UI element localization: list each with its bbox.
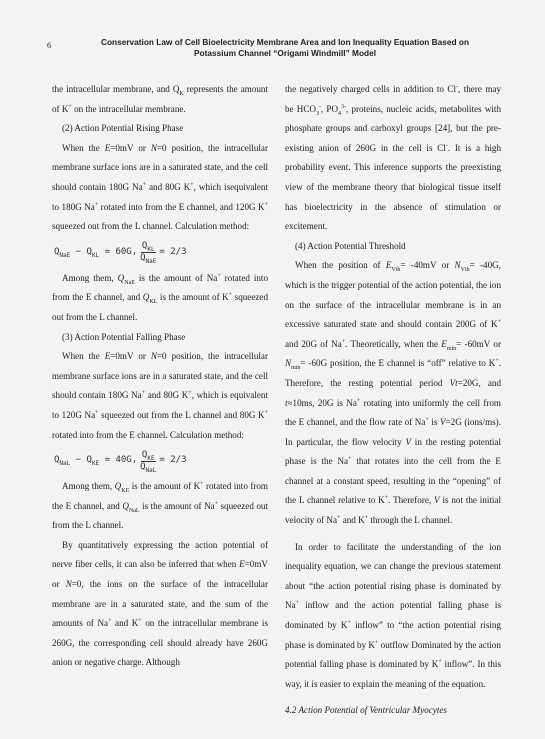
section-title: 4.2 Action Potential of Ventricular Myocytes — [285, 705, 447, 716]
paragraph: In order to facilitate the understanding of the ion inequality equation, we can change the previous statement about “the action potential rising phase is dominated by Na+ inflow and the action potential falling phase is dominated by K+ inflow” to “the action potential rising phase is dominated by K+ outflow Dominated by the action potential falling phase is dominated by K+ inflow”. In this way, it is easier to explain the meaning of the equation. — [285, 541, 501, 689]
fraction-denominator: $Q_{NaE}$ — [140, 253, 157, 266]
equation-fraction — [140, 241, 156, 264]
paragraph: By quantitatively expressing the action potential of nerve fiber cells, it can also be inferred that when E=0mV or N=0, the ions on the surface of the intracellular membrane are in a saturated state, and the sum of the amounts of Na+ and K+ on the intracellular membrane is 260G, the corresponding cell should already have 260G anion or negative charge. Although — [52, 539, 268, 668]
fraction-numerator: $Q_{KE}$ — [141, 449, 155, 462]
left-column — [52, 80, 268, 673]
fraction-denominator: $Q_{NaL}$ — [140, 461, 157, 474]
equation-lhs: $Q_{NaL} - Q_{KE} = 40G$, — [54, 455, 138, 468]
page-number: 6 — [47, 40, 52, 50]
section-heading: (3) Action Potential Falling Phase — [62, 331, 186, 342]
equation-fraction — [140, 450, 156, 473]
equation-lhs: $Q_{NaE} - Q_{KL} = 60G$, — [54, 246, 138, 259]
fraction-numerator: $Q_{KL}$ — [141, 241, 155, 254]
paragraph: When the E=0mV or N=0 position, the intracellular membrane surface ions are in a saturated state, and the cell should contain 180G Na+ and 80G K+, which is equivalent to 120G Na+ squeezed out from the L channel and 80G K+ rotated into from the E channel. Calculation method: — [52, 351, 269, 440]
paragraph: When the position of $E_{Vth}= -40mV$ or $N_{Vth}= -40G$, which is the trigger potential of the action potential, the ion on the surface of the intracellular membrane is in an excessive saturated state and should contain 200G of K+ and 20G of Na+. Theoretically, when the $E_{min}= -60mV$ or $N_{min}= -60G$ position, the E channel is “off” relative to K+. Therefore, the resting potential period Vt=20G, and t≈10ms, 20G is Na+ rotating into uniformly the cell from the E channel, and the flow rate of Na+ is V=2G (ions/ms). In particular, the flow velocity V in the resting potential phase is the Na+ that rotates into the cell from the E channel at a constant speed, resulting in the “opening” of the L channel relative to K+. Therefore, V is not the initial velocity of Na+ and K+ through the L channel. — [285, 260, 502, 526]
paragraph: Among them, $Q_{NaE}$ is the amount of Na+ rotated into from the E channel, and $Q_{KL}$ is the amount of K+ squeezed out from the L channel. — [52, 272, 269, 322]
equation-rhs: = 2/3 — [159, 455, 187, 466]
paragraph: Among them, $Q_{KE}$ is the amount of K+ rotated into from the E channel, and $Q_{NaL}$ is the amount of Na+ squeezed out from the L channel. — [52, 481, 268, 531]
section-heading: (2) Action Potential Rising Phase — [62, 123, 184, 134]
running-header — [70, 37, 500, 58]
header-line-1: Conservation Law of Cell Bioelectricity Membrane Area and Ion Inequality Equation Based on — [100, 37, 470, 47]
right-column — [285, 80, 501, 721]
paragraph: When the E=0mV or N=0 position, the intracellular membrane surface ions are in a saturated state, and the cell should contain 180G Na+ and 80G K+, which isequivalent to 180G Na+ rotated into from the E channel, and 120G K+ squeezed out from the L channel. Calculation method: — [52, 142, 268, 232]
equation-falling — [52, 445, 268, 477]
equation-rising — [52, 237, 268, 269]
header-line-2: Potassium Channel “Origami Windmill” Model — [193, 47, 377, 58]
equation-rhs: = 2/3 — [159, 246, 187, 257]
section-heading: (4) Action Potential Threshold — [295, 240, 406, 251]
paragraph: the negatively charged cells in addition to Cl-, there may be $HCO_3^-$, $PO_4^{3-}$, proteins, nucleic acids, metabolites with phosphate groups and carboxyl groups [24], but the pre-existing anion of 260G in the cell is Cl-. It is a high probability event. This inference supports the preexisting view of the membrane theory that biological tissue itself has bioelectricity in the absence of stimulation or excitement. — [285, 83, 502, 232]
paragraph: the intracellular membrane, and $Q_K$ represents the amount of K+ on the intracellular membrane. — [52, 84, 268, 114]
